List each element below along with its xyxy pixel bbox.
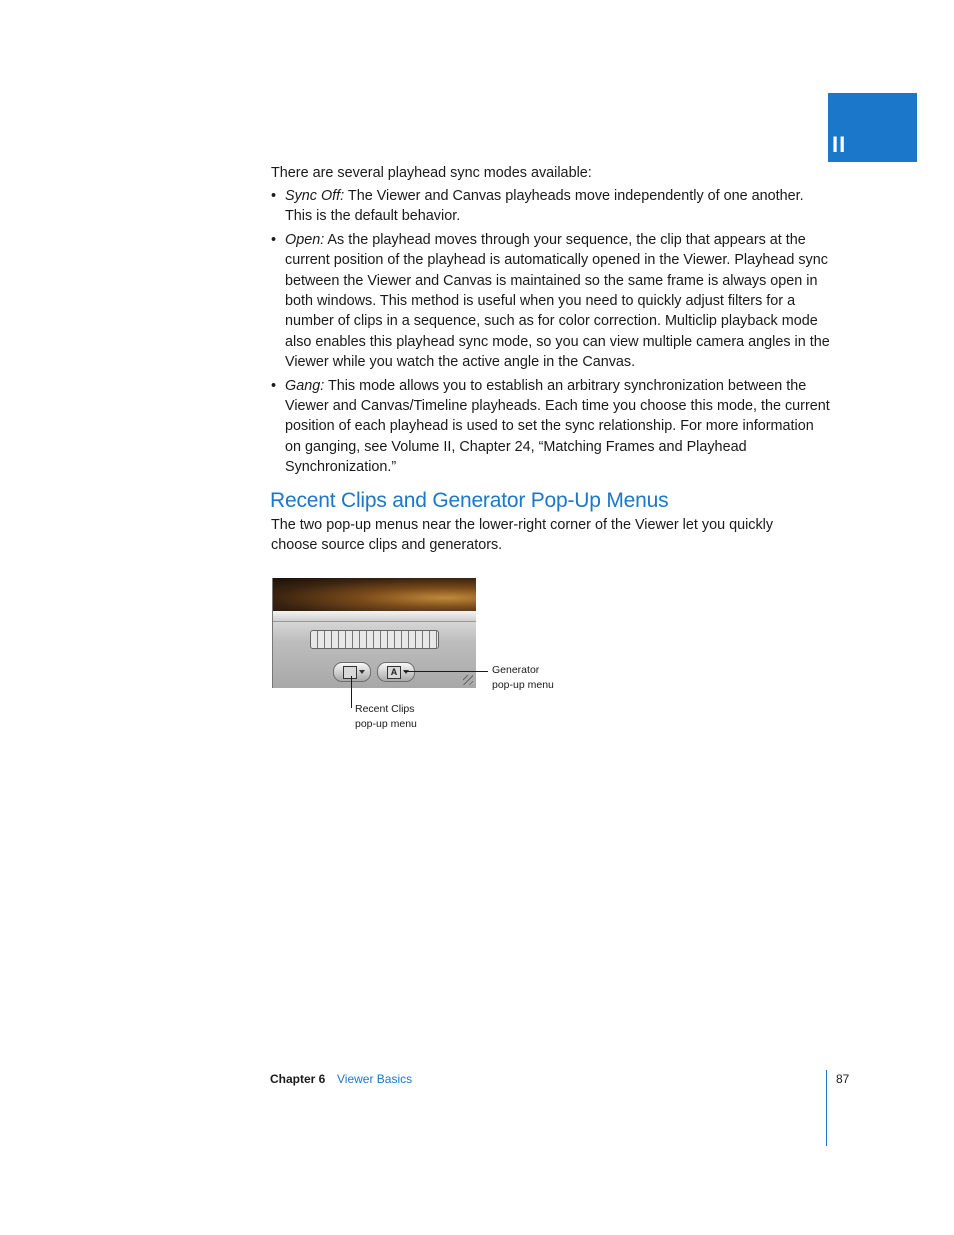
jog-shuttle-control[interactable] xyxy=(310,630,439,649)
text-generator-icon: A xyxy=(387,666,401,679)
film-strip-icon xyxy=(343,666,357,679)
part-tab xyxy=(828,93,917,162)
callout-line: pop-up menu xyxy=(355,717,417,730)
recent-clips-callout xyxy=(355,702,417,731)
mode-term: Sync Off: xyxy=(285,188,345,204)
callout-line: Recent Clips xyxy=(355,703,415,715)
mode-description: The Viewer and Canvas playheads move independently of one another. This is the default behavior. xyxy=(285,188,804,225)
bullet: • xyxy=(271,231,277,248)
callout-line: pop-up menu xyxy=(492,678,554,691)
mode-description: As the playhead moves through your sequence, the clip that appears at the current position of the playhead is automatically opened in the Viewer. Playhead sync between the Viewer and Canvas is maintained so the same frame is always open in both windows. This method is useful when you need to quickly adjust filters for a number of clips in a sequence, such as for color correction. Multiclip playback mode also enables this playhead sync mode, so you can view multiple camera angles in the Viewer while you watch the active angle in the Canvas. xyxy=(285,231,830,371)
list-item xyxy=(271,376,831,478)
footer-chapter-title: Viewer Basics xyxy=(337,1072,413,1086)
list-item xyxy=(271,186,831,227)
mode-description: This mode allows you to establish an arbitrary synchronization between the Viewer and Canvas/Timeline playheads. Each time you choose this mode, the current position of each playhead is used to set the sync relationship. For more information on ganging, see Volume II, Chapter 24, “Matching Frames and Playhead Synchronization.” xyxy=(285,377,830,476)
chevron-down-icon xyxy=(359,670,365,674)
generator-popup-button[interactable] xyxy=(377,662,415,682)
section-heading: Recent Clips and Generator Pop-Up Menus xyxy=(270,489,669,512)
part-tab-label: II xyxy=(832,132,847,157)
intro-paragraph: There are several playhead sync modes available: xyxy=(271,165,592,181)
page-number: 87 xyxy=(836,1072,850,1086)
generator-callout-line xyxy=(404,671,488,672)
generator-callout xyxy=(492,663,554,692)
footer-divider xyxy=(826,1070,827,1146)
scrubber-bar[interactable] xyxy=(273,611,476,622)
callout-line: Generator xyxy=(492,664,540,676)
recent-clips-callout-line xyxy=(351,676,352,708)
bullet: • xyxy=(271,377,277,394)
mode-term: Open: xyxy=(285,231,325,248)
bullet: • xyxy=(271,188,277,204)
mode-term: Gang: xyxy=(285,377,325,394)
sync-modes-list xyxy=(271,186,831,481)
footer-chapter: Chapter 6 xyxy=(270,1072,326,1086)
viewer-control-panel xyxy=(273,611,476,688)
resize-grip-icon[interactable] xyxy=(463,675,473,685)
video-frame xyxy=(273,578,476,611)
recent-clips-popup-button[interactable] xyxy=(333,662,371,682)
list-item xyxy=(271,230,831,373)
section-description: The two pop-up menus near the lower-right corner of the Viewer let you quickly choose source clips and generators. xyxy=(271,517,774,554)
